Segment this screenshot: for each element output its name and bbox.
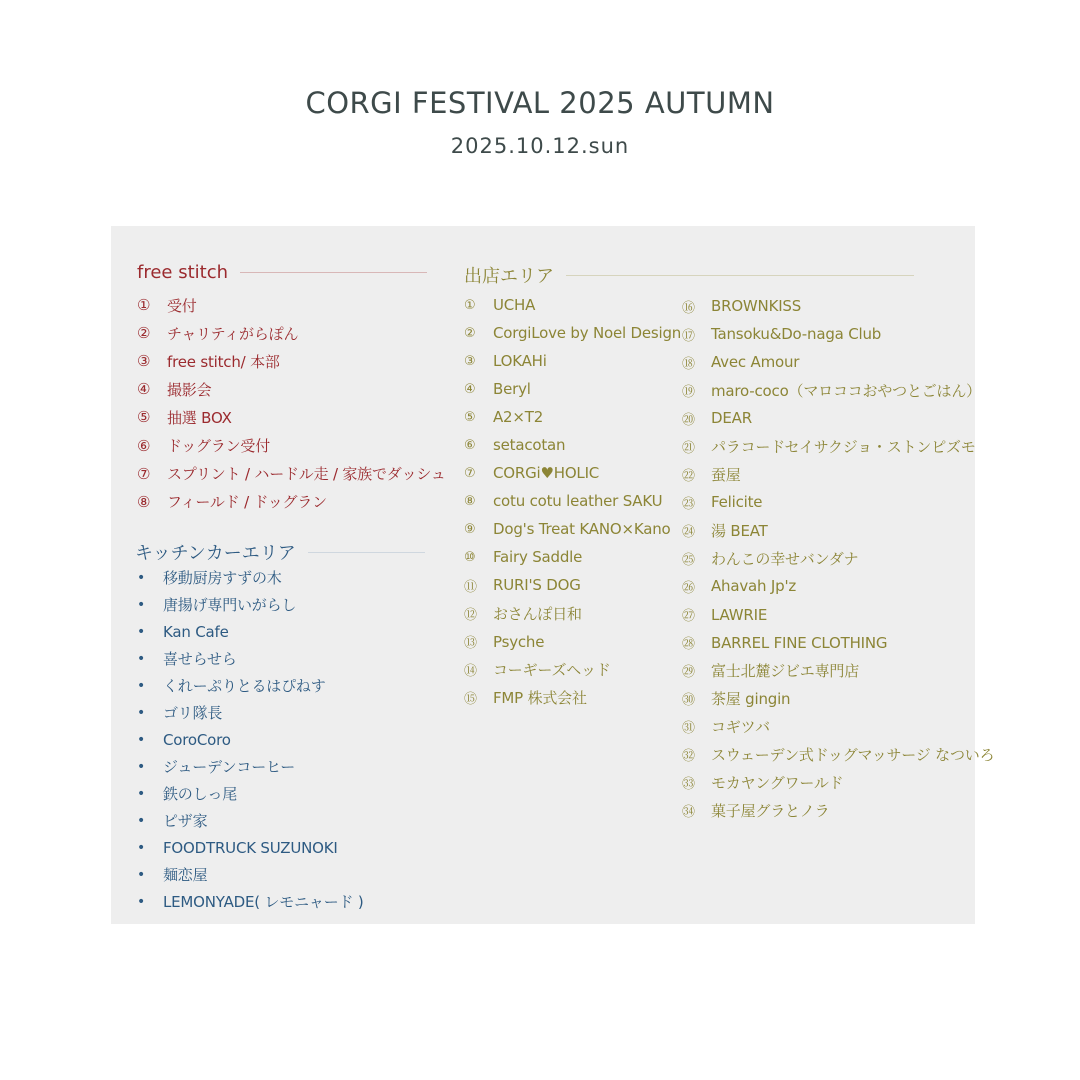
item-label: 抽選 BOX [167,408,232,427]
bullet-icon: • [137,650,146,667]
shop-item [464,515,681,543]
shop-item [682,460,994,488]
shop-item [682,348,994,376]
kitchen-item [137,753,364,780]
shop-item [682,741,994,769]
item-number: ⑳ [682,412,696,428]
bullet-icon: • [137,623,146,640]
item-number: ④ [137,380,151,399]
kitchen-item [137,780,364,807]
item-label: A2×T2 [493,408,544,427]
kitchen-heading-row [135,539,425,565]
item-number: ㉚ [682,693,696,709]
shop-item [464,543,681,571]
kitchen-item [137,591,364,618]
item-label: 鉄のしっ尾 [163,785,238,803]
shop-item [682,629,994,657]
item-label: おさんぽ日和 [493,605,582,624]
item-number: ㉕ [682,552,696,568]
item-label: 富士北麓ジビエ専門店 [711,662,860,681]
item-label: 茶屋 gingin [711,690,791,709]
shop-item [464,628,681,656]
shop-item [682,797,994,825]
item-number: ① [464,297,476,313]
item-number: ⑮ [464,692,478,708]
item-label: RURI'S DOG [493,576,581,595]
bullet-icon: • [137,812,146,829]
shop-item [682,404,994,432]
free-stitch-item [137,431,446,459]
kitchen-item [137,888,364,915]
item-label: Dog's Treat KANO×Kano [493,520,671,539]
info-panel [111,226,995,924]
shop-item [464,291,681,319]
item-label: Psyche [493,632,545,651]
item-label: 蚕屋 [711,465,741,484]
item-label: 撮影会 [167,380,212,399]
item-label: LEMONYADE( レモニャード ) [163,893,364,911]
free-stitch-list [137,291,446,516]
free-stitch-item [137,375,446,403]
shop-item [682,376,994,404]
kitchen-list [137,564,364,915]
bullet-icon: • [137,839,146,856]
item-label: CORGi♥HOLIC [493,464,600,483]
shop-item [464,431,681,459]
bullet-icon: • [137,731,146,748]
bullet-icon: • [137,704,146,721]
item-number: ㉝ [682,777,696,793]
item-number: ④ [464,381,476,397]
item-number: ⑪ [464,579,478,595]
item-number: ⑫ [464,608,478,624]
bullet-icon: • [137,893,146,910]
item-number: ⑲ [682,384,696,400]
item-label: ゴリ隊長 [163,704,223,722]
item-number: ⑤ [137,408,151,427]
item-label: フィールド / ドッグラン [167,493,327,512]
item-number: ③ [464,353,476,369]
item-number: ⑩ [464,549,476,565]
bullet-icon: • [137,569,146,586]
free-stitch-item [137,488,446,516]
shop-item [682,601,994,629]
item-label: Fairy Saddle [493,548,583,567]
free-stitch-item [137,319,446,347]
shop-item [682,713,994,741]
item-label: 麺恋屋 [163,866,208,884]
bullet-icon: • [137,596,146,613]
kitchen-item [137,672,364,699]
item-label: Felicite [711,493,763,512]
item-label: FMP 株式会社 [493,689,587,708]
shop-item [682,292,994,320]
item-label: コーギーズヘッド [493,661,611,680]
item-number: ⑦ [137,464,151,483]
shop-item [682,544,994,572]
free-stitch-item [137,460,446,488]
item-label: パラコードセイサクジョ・ストンピズモ [711,437,976,456]
shop-item [464,487,681,515]
kitchen-item [137,564,364,591]
bullet-icon: • [137,677,146,694]
kitchen-item [137,699,364,726]
item-number: ㉙ [682,665,696,681]
kitchen-item [137,618,364,645]
shop-heading: 出店エリア [464,266,554,287]
item-label: LAWRIE [711,605,768,624]
free-stitch-item [137,403,446,431]
item-number: ㉜ [682,749,696,765]
bullet-icon: • [137,785,146,802]
item-label: くれーぷりとるはぴねす [163,677,326,695]
item-label: コギツバ [711,718,770,737]
item-label: ドッグラン受付 [167,437,271,456]
shop-item [464,600,681,628]
shop-item [464,571,681,599]
shop-item [682,432,994,460]
item-number: ⑥ [464,437,476,453]
item-label: 移動厨房すずの木 [163,569,282,587]
item-label: Avec Amour [711,353,800,372]
shop-item [682,488,994,516]
item-label: 受付 [167,296,197,315]
page-title: CORGI FESTIVAL 2025 AUTUMN [305,86,775,120]
kitchen-item [137,834,364,861]
shop-divider [566,275,914,276]
item-label: 喜せらせら [163,650,237,668]
item-number: ⑤ [464,409,476,425]
shop-item [682,685,994,713]
item-label: LOKAHi [493,352,547,371]
shop-list-column-1 [464,291,681,712]
kitchen-item [137,645,364,672]
item-label: ジューデンコーヒー [163,758,296,776]
item-number: ㉖ [682,580,696,596]
item-number: ㉓ [682,496,696,512]
item-number: ㉔ [682,524,696,540]
item-number: ② [464,325,476,341]
shop-item [682,572,994,600]
item-label: UCHA [493,296,536,315]
shop-item [682,657,994,685]
item-label: スウェーデン式ドッグマッサージ なついろ [711,746,995,765]
kitchen-item [137,807,364,834]
item-number: ⑰ [682,328,696,344]
free-stitch-heading-row [137,262,427,283]
item-label: DEAR [711,409,752,428]
item-number: ⑯ [682,300,696,316]
item-number: ㉗ [682,609,696,625]
item-label: cotu cotu leather SAKU [493,492,663,511]
free-stitch-item [137,347,446,375]
item-number: ⑭ [464,664,478,680]
free-stitch-item [137,291,446,319]
bullet-icon: • [137,866,146,883]
item-number: ⑦ [464,465,476,481]
item-label: CorgiLove by Noel Design [493,324,682,343]
shop-item [464,375,681,403]
shop-list-column-2 [682,292,994,825]
item-label: スプリント / ハードル走 / 家族でダッシュ [167,465,446,484]
item-number: ⑥ [137,436,151,455]
item-label: モカヤングワールド [711,774,844,793]
shop-heading-row [464,262,914,288]
item-label: BROWNKISS [711,297,802,316]
item-number: ㉘ [682,637,696,653]
item-label: free stitch/ 本部 [167,352,280,371]
item-label: Kan Cafe [163,622,229,641]
shop-item [464,347,681,375]
shop-item [682,320,994,348]
shop-item [682,769,994,797]
item-label: 菓子屋グラとノラ [711,802,830,821]
item-number: ㉛ [682,721,696,737]
bullet-icon: • [137,758,146,775]
item-number: ⑧ [137,492,151,511]
kitchen-item [137,861,364,888]
shop-item [464,656,681,684]
kitchen-heading: キッチンカーエリア [135,543,296,564]
shop-item [464,459,681,487]
item-label: Tansoku&Do-naga Club [711,325,882,344]
free-stitch-divider [240,272,427,273]
item-number: ⑨ [464,521,476,537]
item-label: 湯 BEAT [711,521,768,540]
item-number: ① [137,296,151,315]
free-stitch-heading: free stitch [137,262,229,283]
item-label: わんこの幸せバンダナ [711,549,859,568]
item-number: ㉑ [682,440,696,456]
kitchen-item [137,726,364,753]
shop-item [464,403,681,431]
item-label: FOODTRUCK SUZUNOKI [163,838,338,857]
shop-item [464,319,681,347]
item-label: maro-coco（マロココおやつとごはん） [711,381,981,400]
item-number: ㉒ [682,468,696,484]
item-number: ㉞ [682,805,696,821]
item-label: 唐揚げ専門いがらし [163,596,297,614]
item-number: ⑧ [464,493,476,509]
item-label: チャリティがらぽん [167,324,299,343]
item-number: ⑱ [682,356,696,372]
item-label: CoroCoro [163,730,231,749]
item-label: Beryl [493,380,531,399]
shop-item [464,684,681,712]
kitchen-divider [308,552,425,553]
item-label: ピザ家 [163,812,208,830]
item-label: BARREL FINE CLOTHING [711,633,888,652]
item-number: ③ [137,352,151,371]
item-number: ⑬ [464,636,478,652]
event-date: 2025.10.12.sun [450,134,630,158]
item-label: Ahavah Jp'z [711,577,797,596]
shop-item [682,516,994,544]
item-label: setacotan [493,436,566,455]
item-number: ② [137,324,151,343]
